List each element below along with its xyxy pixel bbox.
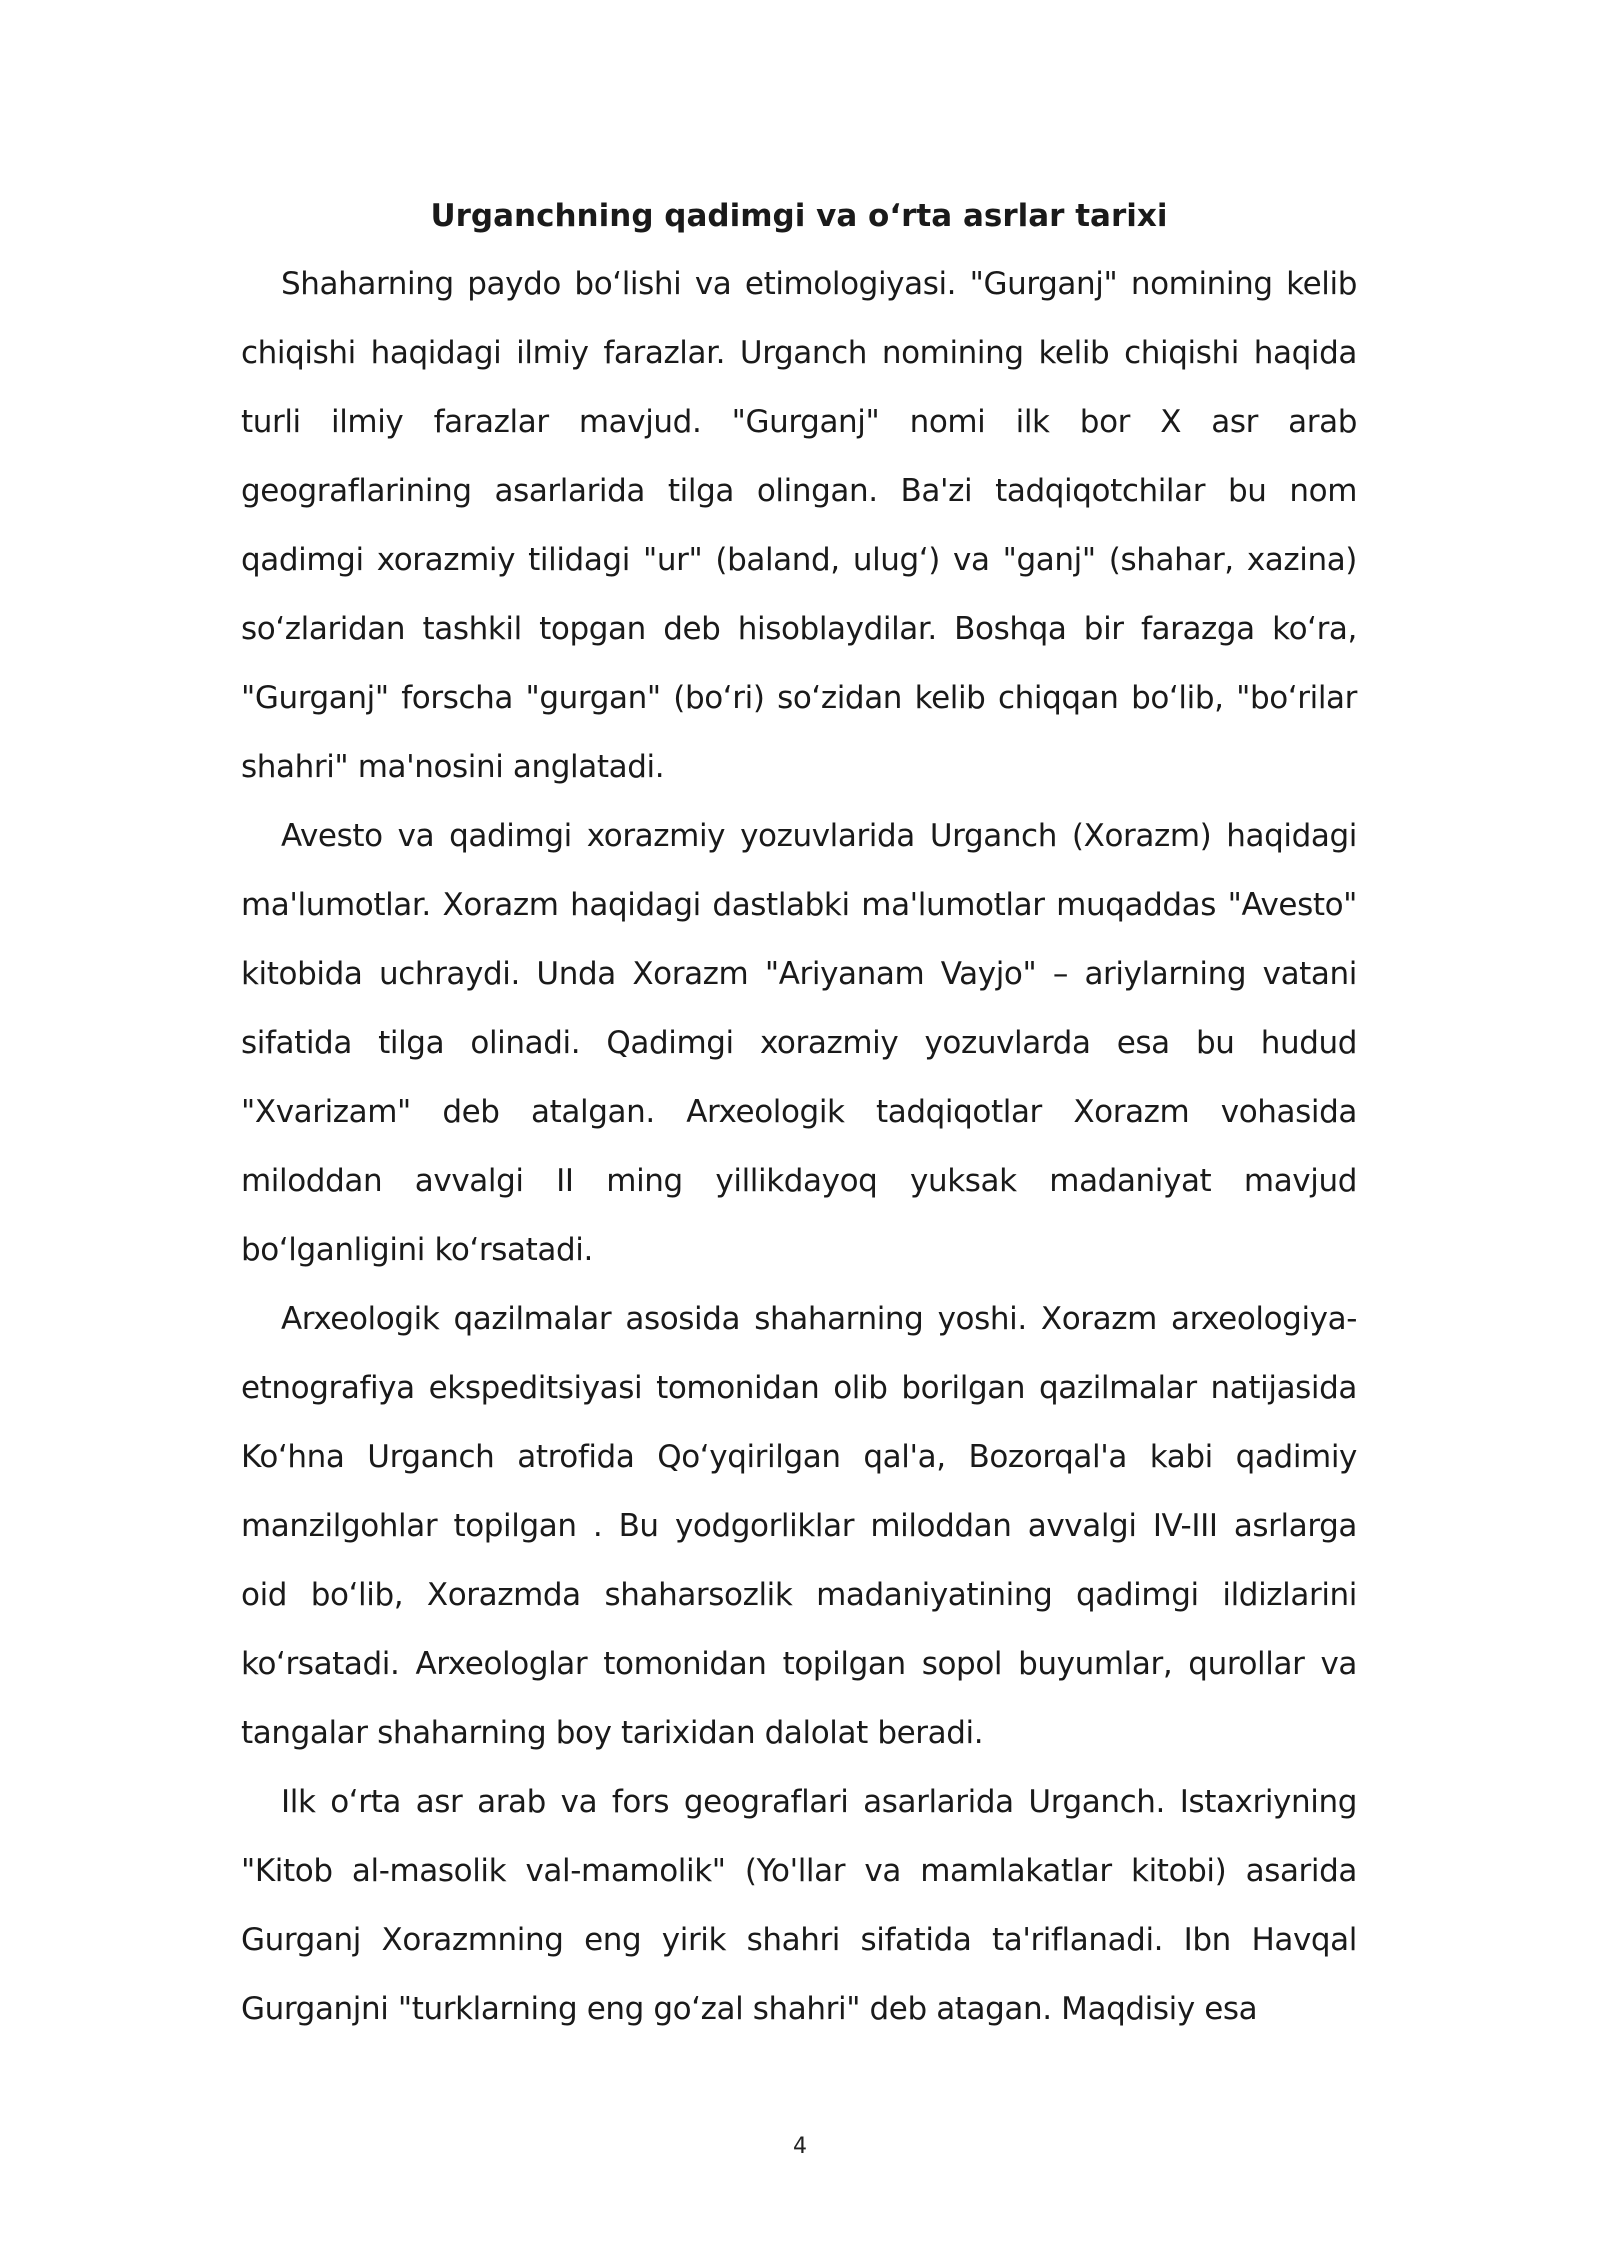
paragraph-archaeology: Arxeologik qazilmalar asosida shaharning yoshi. Xorazm arxeologiya-etnografiya ekspeditsiyasi tomonidan olib borilgan qazilmalar natijasida Ko‘hna Urganch atrofida Qo‘yqirilgan qal'a, Bozorqal'a kabi qadimiy manzilgohlar topilgan . Bu yodgorliklar miloddan avvalgi IV-III asrlarga oid bo‘lib, Xorazmda shaharsozlik madaniyatining qadimgi ildizlarini ko‘rsatadi. Arxeologlar tomonidan topilgan sopol buyumlar, qurollar va tangalar shaharning boy tarixidan dalolat beradi.: [241, 1301, 1357, 1751]
paragraph-etymology: Shaharning paydo bo‘lishi va etimologiyasi. "Gurganj" nomining kelib chiqishi haqidagi ilmiy farazlar. Urganch nomining kelib chiqishi haqida turli ilmiy farazlar mavjud. "Gurganj" nomi ilk bor X asr arab geograflarining asarlarida tilga olingan. Ba'zi tadqiqotchilar bu nom qadimgi xorazmiy tilidagi "ur" (baland, ulug‘) va "ganj" (shahar, xazina) so‘zlaridan tashkil topgan deb hisoblaydilar. Boshqa bir farazga ko‘ra, "Gurganj" forscha "gurgan" (bo‘ri) so‘zidan kelib chiqqan bo‘lib, "bo‘rilar shahri" ma'nosini anglatadi.: [241, 266, 1357, 785]
paragraph-avesto: Avesto va qadimgi xorazmiy yozuvlarida Urganch (Xorazm) haqidagi ma'lumotlar. Xorazm haqidagi dastlabki ma'lumotlar muqaddas "Avesto" kitobida uchraydi. Unda Xorazm "Ariyanam Vayjo" – ariylarning vatani sifatida tilga olinadi. Qadimgi xorazmiy yozuvlarda esa bu hudud "Xvarizam" deb atalgan. Arxeologik tadqiqotlar Xorazm vohasida miloddan avvalgi II ming yillikdayoq yuksak madaniyat mavjud bo‘lganligini ko‘rsatadi.: [241, 818, 1357, 1268]
document-body: [241, 250, 1357, 2044]
page-number: 4: [793, 2134, 807, 2159]
paragraph-geographers: Ilk o‘rta asr arab va fors geograflari asarlarida Urganch. Istaxriyning "Kitob al-masolik val-mamolik" (Yo'llar va mamlakatlar kitobi) asarida Gurganj Xorazmning eng yirik shahri sifatida ta'riflanadi. Ibn Havqal Gurganjni "turklarning eng go‘zal shahri" deb atagan. Maqdisiy esa: [241, 1784, 1357, 2027]
document-title: Urganchning qadimgi va o‘rta asrlar tarixi: [430, 198, 1168, 234]
